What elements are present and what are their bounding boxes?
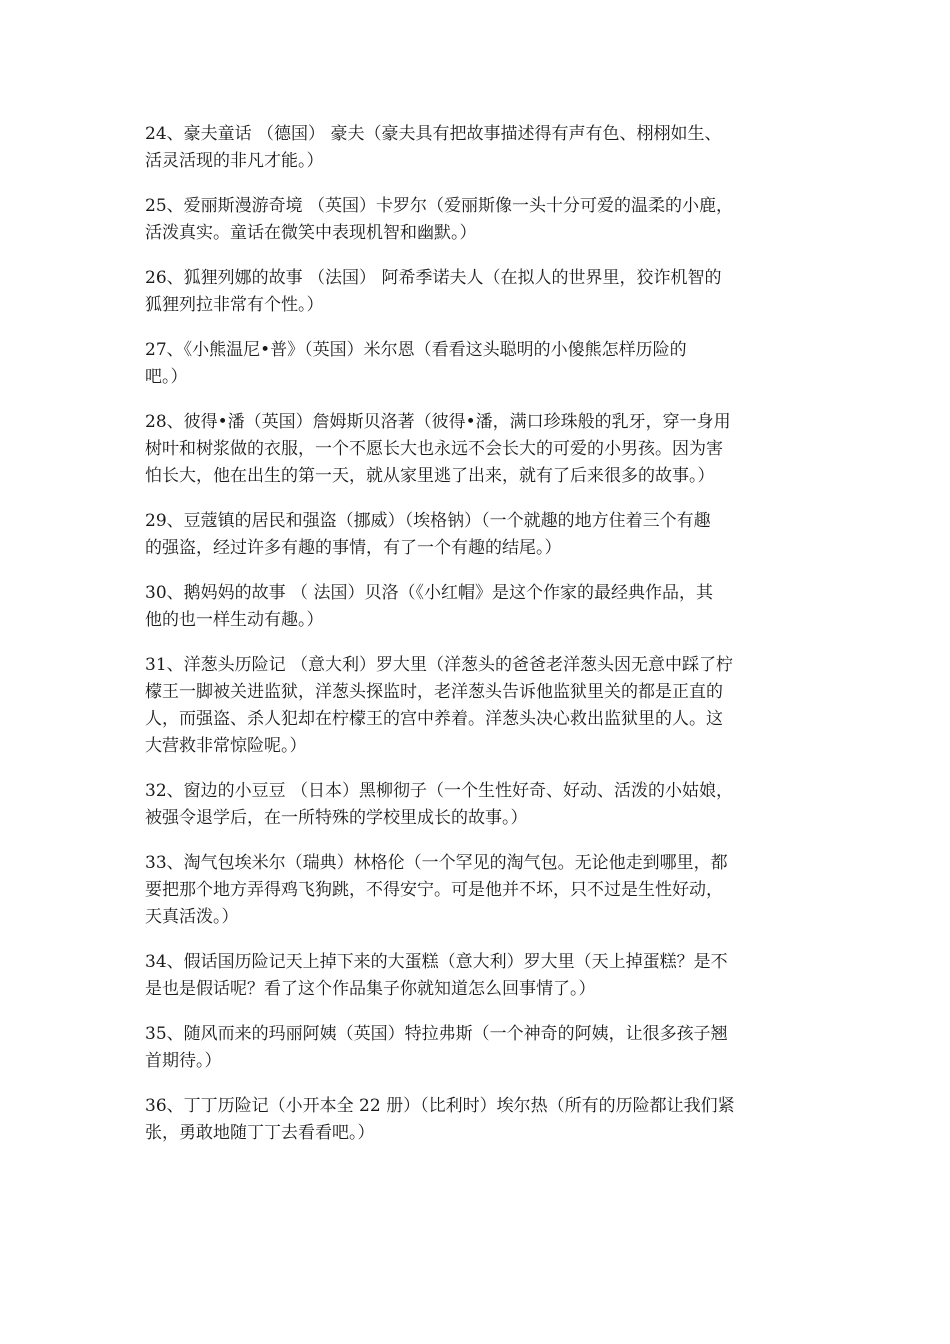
entry-line: 他的也一样生动有趣。） — [145, 610, 324, 630]
book-entry — [145, 850, 805, 931]
entry-line: 26、狐狸列娜的故事 （法国） 阿希季诺夫人（在拟人的世界里，狡诈机智的 — [145, 268, 722, 288]
book-entry — [145, 337, 805, 391]
entry-line: 33、淘气包埃米尔（瑞典）林格伦（一个罕见的淘气包。无论他走到哪里，都 — [145, 853, 728, 873]
book-entry — [145, 778, 805, 832]
entry-line: 的强盗，经过许多有趣的事情，有了一个有趣的结尾。） — [145, 538, 562, 558]
book-entry — [145, 652, 805, 760]
entry-line: 34、假话国历险记天上掉下来的大蛋糕（意大利）罗大里（天上掉蛋糕？是不 — [145, 952, 728, 972]
entry-line: 27、《小熊温尼•普》（英国）米尔恩（看看这头聪明的小傻熊怎样历险的 — [145, 340, 687, 360]
entry-line: 檬王一脚被关进监狱，洋葱头探监时，老洋葱头告诉他监狱里关的都是正直的 — [145, 682, 723, 702]
book-entry — [145, 409, 805, 490]
book-entry — [145, 265, 805, 319]
entry-line: 活灵活现的非凡才能。） — [145, 151, 324, 171]
entry-line: 31、洋葱头历险记 （意大利）罗大里（洋葱头的爸爸老洋葱头因无意中踩了柠 — [145, 655, 734, 675]
entry-line: 32、窗边的小豆豆 （日本）黑柳彻子（一个生性好奇、好动、活泼的小姑娘， — [145, 781, 734, 801]
entry-line: 怕长大，他在出生的第一天，就从家里逃了出来，就有了后来很多的故事。） — [145, 466, 715, 486]
book-entry — [145, 1021, 805, 1075]
entry-line: 36、丁丁历险记（小开本全 22 册）（比利时）埃尔热（所有的历险都让我们紧 — [145, 1096, 735, 1116]
entry-line: 人，而强盗、杀人犯却在柠檬王的宫中养着。洋葱头决心救出监狱里的人。这 — [145, 709, 723, 729]
entry-line: 活泼真实。童话在微笑中表现机智和幽默。） — [145, 223, 477, 243]
entry-line: 狐狸列拉非常有个性。） — [145, 295, 324, 315]
book-list — [145, 121, 805, 1165]
book-entry — [145, 580, 805, 634]
book-entry — [145, 193, 805, 247]
entry-line: 28、彼得•潘（英国）詹姆斯贝洛著（彼得•潘，满口珍珠般的乳牙，穿一身用 — [145, 412, 731, 432]
entry-line: 是也是假话呢？看了这个作品集子你就知道怎么回事情了。） — [145, 979, 596, 999]
entry-line: 25、爱丽斯漫游奇境 （英国）卡罗尔（爱丽斯像一头十分可爱的温柔的小鹿， — [145, 196, 734, 216]
entry-line: 树叶和树浆做的衣服，一个不愿长大也永远不会长大的可爱的小男孩。因为害 — [145, 439, 723, 459]
book-entry — [145, 949, 805, 1003]
book-entry — [145, 508, 805, 562]
entry-line: 35、随风而来的玛丽阿姨（英国）特拉弗斯（一个神奇的阿姨，让很多孩子翘 — [145, 1024, 728, 1044]
entry-line: 大营救非常惊险呢。） — [145, 736, 307, 756]
entry-line: 吧。） — [145, 367, 188, 387]
book-entry — [145, 121, 805, 175]
entry-line: 30、鹅妈妈的故事 （ 法国）贝洛（《小红帽》是这个作家的最经典作品，其 — [145, 583, 713, 603]
book-entry — [145, 1093, 805, 1147]
entry-line: 要把那个地方弄得鸡飞狗跳，不得安宁。可是他并不坏，只不过是生性好动， — [145, 880, 723, 900]
entry-line: 天真活泼。） — [145, 907, 239, 927]
entry-line: 24、豪夫童话 （德国） 豪夫（豪夫具有把故事描述得有声有色、栩栩如生、 — [145, 124, 722, 144]
entry-line: 首期待。） — [145, 1051, 222, 1071]
entry-line: 张，勇敢地随丁丁去看看吧。） — [145, 1123, 375, 1143]
entry-line: 29、豆蔻镇的居民和强盗（挪威）（埃格钠）（一个就趣的地方住着三个有趣 — [145, 511, 711, 531]
entry-line: 被强令退学后，在一所特殊的学校里成长的故事。） — [145, 808, 528, 828]
